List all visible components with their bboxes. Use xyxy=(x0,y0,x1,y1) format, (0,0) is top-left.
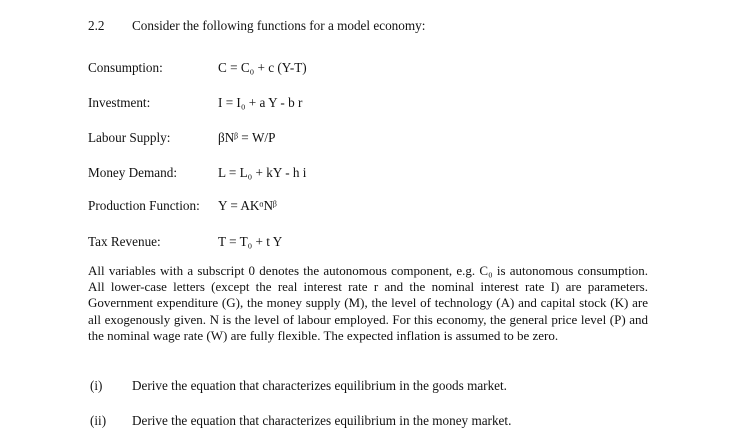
assumptions-paragraph: All variables with a subscript 0 denotes the autonomous component, e.g. C₀ is autonomous consumption. All lower-case letters (except the real interest rate r and the nominal interest rate I) are parameters. Government expenditure (G), the money supply (M), the level of technology (A) and capital stock (K) are all exogenously given. N is the level of labour employed. For this economy, the general price level (P) and the nominal wage rate (W) are fully flexible. The expected inflation is assumed to be zero. xyxy=(88,263,648,343)
tax-revenue-label: Tax Revenue: xyxy=(88,234,161,249)
investment-label: Investment: xyxy=(88,95,151,110)
question-number: 2.2 xyxy=(88,18,105,33)
production-function-label: Production Function: xyxy=(88,198,200,213)
consumption-equation: C = C₀ + c (Y-T) xyxy=(218,60,307,75)
subquestion-i-text: Derive the equation that characterizes equilibrium in the goods market. xyxy=(132,378,507,393)
tax-revenue-equation: T = T₀ + t Y xyxy=(218,234,283,249)
labour-supply-equation: βNᵝ = W/P xyxy=(218,130,276,145)
question-intro: Consider the following functions for a model economy: xyxy=(132,18,426,33)
subquestion-i-number: (i) xyxy=(90,378,103,393)
labour-supply-label: Labour Supply: xyxy=(88,130,171,145)
production-function-equation: Y = AKᵅNᵝ xyxy=(218,198,277,213)
subquestion-ii-number: (ii) xyxy=(90,413,107,428)
subquestion-ii-text: Derive the equation that characterizes equilibrium in the money market. xyxy=(132,413,512,428)
investment-equation: I = I₀ + a Y - b r xyxy=(218,95,303,110)
money-demand-equation: L = L₀ + kY - h i xyxy=(218,165,307,180)
consumption-label: Consumption: xyxy=(88,60,163,75)
money-demand-label: Money Demand: xyxy=(88,165,177,180)
